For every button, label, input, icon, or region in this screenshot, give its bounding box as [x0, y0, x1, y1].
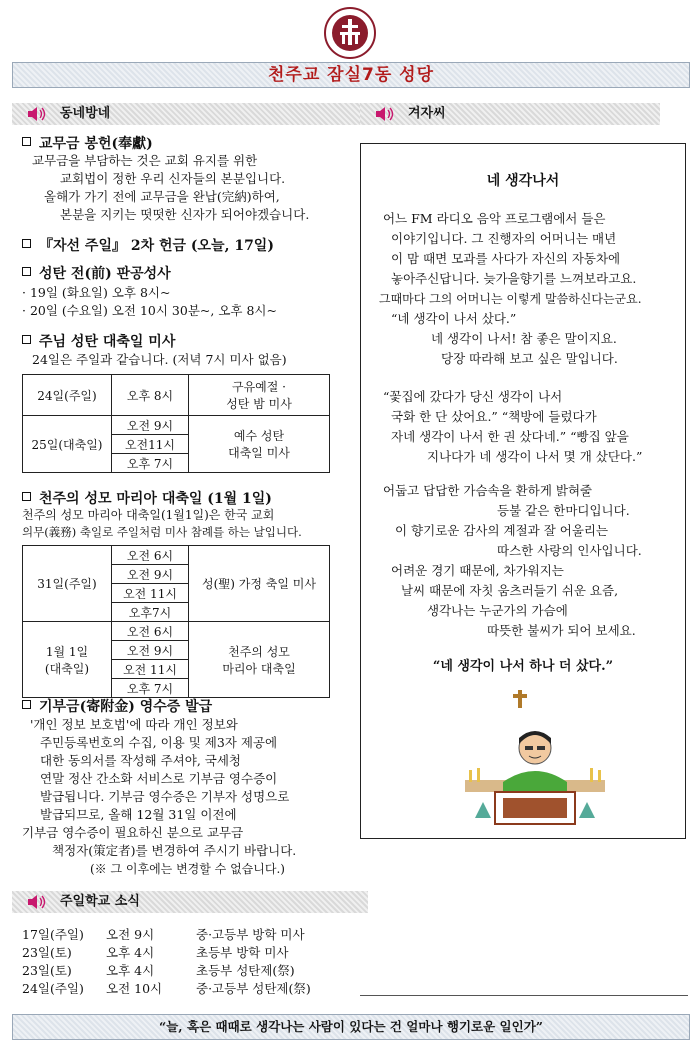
text-line: 연말 정산 간소화 서비스로 기부금 영수증이: [40, 771, 278, 786]
parish-title-banner: [12, 62, 690, 88]
schedule-time: 오전 9시: [106, 927, 155, 942]
mary-feast-heading: 천주의 성모 마리아 대축일 (1월 1일): [22, 488, 272, 508]
text-line: 어둡고 답답한 가슴속을 환하게 밝혀줄: [383, 483, 593, 498]
schedule-date: 23일(토): [22, 963, 72, 978]
text-line: 책정자(策定者)를 변경하여 주시기 바랍니다.: [52, 843, 297, 858]
text-line: 놓아주신답니다. 늦가을향기를 느껴보라고요.: [391, 271, 637, 286]
speaker-icon: [374, 106, 394, 122]
text-line: 24일은 주일과 같습니다. (저녁 7시 미사 없음): [32, 352, 287, 367]
christmas-mass-table: 24일(주일) 오후 8시 구유예절 · 성탄 밤 미사 25일(대축일) 오전 9시 예수 성탄 대축일 미사 오전11시 오후 7시: [22, 374, 330, 473]
parish-logo: [318, 6, 382, 60]
text-line: 날씨 때문에 자칫 움츠러들기 쉬운 요즘,: [401, 583, 619, 598]
text-line: 자네 생각이 나서 한 권 샀다네.” “빵집 앞을: [391, 429, 629, 444]
schedule-event: 초등부 성탄제(祭): [196, 963, 295, 978]
speaker-icon: [26, 106, 46, 122]
text-line: 등불 같은 한마디입니다.: [497, 503, 630, 518]
cross-icon: [513, 690, 527, 708]
schedule-time: 오후 4시: [106, 945, 155, 960]
text-line: 이야기입니다. 그 진행자의 어머니는 매년: [391, 231, 617, 246]
schedule-time: 오전 10시: [106, 981, 163, 996]
mustard-seed-story-box: [360, 143, 686, 839]
text-line: 따스한 사랑의 인사입니다.: [497, 543, 642, 558]
schedule-event: 초등부 방학 미사: [196, 945, 289, 960]
text-line: · 20일 (수요일) 오전 10시 30분~, 오후 8시~: [22, 303, 277, 318]
schedule-date: 24일(주일): [22, 981, 84, 996]
text-line: “꽃집에 갔다가 당신 생각이 나서: [383, 389, 563, 404]
speaker-icon: [26, 894, 46, 910]
text-line: '개인 정보 보호법'에 따라 개인 정보와: [30, 717, 238, 732]
text-line: 교회법이 정한 우리 신자들의 본분입니다.: [60, 171, 286, 186]
section-heading-mustard-seed: 겨자씨: [360, 103, 660, 125]
text-line: 당장 따라해 보고 싶은 말입니다.: [441, 351, 618, 366]
text-line: 발급됩니다. 기부금 영수증은 기부자 성명으로: [40, 789, 290, 804]
offering-heading: 교무금 봉헌(奉獻): [22, 133, 153, 153]
story-title: 네 생각나서: [486, 173, 560, 189]
text-line: 어느 FM 라디오 음악 프로그램에서 들은: [383, 211, 606, 226]
text-line: (※ 그 이후에는 변경할 수 없습니다.): [90, 862, 285, 876]
text-line: 발급되므로, 올해 12월 31일 이전에: [40, 807, 237, 822]
text-line: 국화 한 단 샀어요.” “책방에 들렀다가: [391, 409, 597, 424]
text-line: 올해가 가기 전에 교무금을 완납(完納)하여,: [44, 189, 280, 204]
charity-sunday-heading: 『자선 주일』 2차 헌금 (오늘, 17일): [22, 235, 274, 255]
text-line: 네 생각이 나서! 참 좋은 말이지요.: [431, 331, 617, 346]
schedule-time: 오후 4시: [106, 963, 155, 978]
text-line: 대한 동의서를 작성해 주셔야, 국세청: [40, 753, 241, 768]
divider: [360, 995, 688, 996]
mary-feast-table: 31일(주일) 오전 6시 성(聖) 가정 축일 미사 오전 9시 오전 11시 오후7시 1월 1일 (대축일) 오전 6시 천주의 성모 마리아 대축일 오전 9시 오전 11시 오후 7시: [22, 545, 330, 698]
text-line: 지나다가 네 생각이 나서 몇 개 샀단다.”: [427, 449, 643, 464]
priest-illustration: [465, 722, 605, 830]
text-line: 천주의 성모 마리아 대축일(1월1일)은 한국 교회: [22, 508, 275, 522]
schedule-date: 23일(토): [22, 945, 72, 960]
text-line: 의무(義務) 축일로 주일처럼 미사 참례를 하는 날입니다.: [22, 525, 302, 539]
schedule-event: 중·고등부 성탄제(祭): [196, 981, 311, 996]
text-line: 기부금 영수증이 필요하신 분으로 교무금: [22, 825, 244, 840]
text-line: 그때마다 그의 어머니는 이렇게 말씀하신다는군요.: [379, 292, 642, 306]
text-line: 따뜻한 불씨가 되어 보세요.: [487, 623, 636, 638]
confession-heading: 성탄 전(前) 판공성사: [22, 263, 171, 283]
text-line: “네 생각이 나서 샀다.”: [391, 311, 517, 326]
text-line: 교무금을 부담하는 것은 교회 유지를 위한: [32, 153, 258, 168]
story-closing: “네 생각이 나서 하나 더 샀다.”: [432, 659, 614, 674]
text-line: 주민등록번호의 수집, 이용 및 제3자 제공에: [40, 735, 278, 750]
text-line: 본분을 지키는 떳떳한 신자가 되어야겠습니다.: [60, 207, 310, 222]
text-line: · 19일 (화요일) 오후 8시~: [22, 285, 171, 300]
text-line: 어려운 경기 때문에, 차가워지는: [391, 563, 564, 578]
text-line: 이 향기로운 감사의 계절과 잘 어울리는: [395, 523, 609, 538]
footer-quote-banner: [12, 1014, 690, 1040]
text-line: 이 맘 때면 모과를 사다가 자신의 자동차에: [391, 251, 621, 266]
schedule-event: 중·고등부 방학 미사: [196, 927, 305, 942]
section-heading-sunday-school: 주일학교 소식: [12, 891, 368, 913]
christmas-mass-heading: 주님 성탄 대축일 미사: [22, 331, 175, 351]
donation-receipt-heading: 기부금(寄附金) 영수증 발급: [22, 696, 212, 716]
section-heading-neighborhood: 동네방네: [12, 103, 368, 125]
text-line: 생각나는 누군가의 가슴에: [427, 603, 568, 618]
parish-title: 천주교 잠실7동 성당: [267, 65, 435, 85]
schedule-date: 17일(주일): [22, 927, 84, 942]
footer-quote: “늘, 혹은 때때로 생각나는 사람이 있다는 건 얼마나 행기로운 일인가”: [159, 1019, 543, 1034]
